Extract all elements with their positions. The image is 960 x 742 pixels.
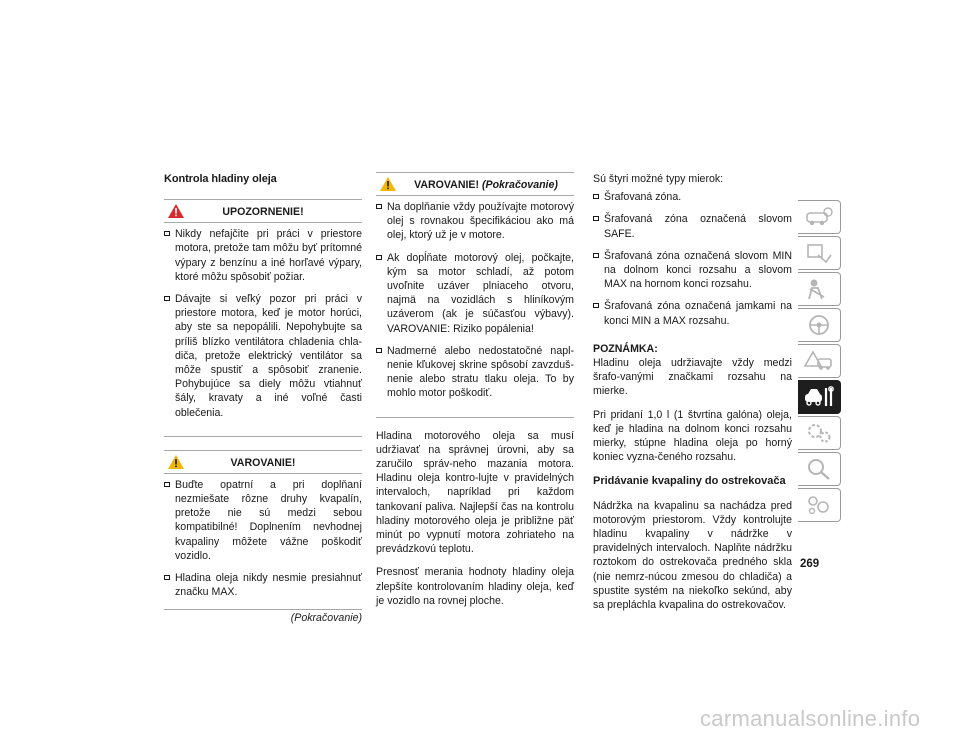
section-title-washer-fluid: Pridávanie kvapaliny do ostrekovača xyxy=(593,475,786,488)
list-item: Nadmerné alebo nedostatočné napl-nenie kľukovej skrine spôsobí zavzduš-nenie alebo stratu tlaku oleja. To by mohlo motor poškodiť. xyxy=(376,344,574,401)
car-info-icon xyxy=(804,205,834,229)
warning-box-header xyxy=(164,200,362,223)
page-number: 269 xyxy=(800,558,820,570)
continued-note: (Pokračovanie) xyxy=(290,612,362,625)
tab-driving[interactable] xyxy=(798,308,841,342)
section-title-oil-level: Kontrola hladiny oleja xyxy=(164,173,277,185)
chapter-tabs xyxy=(798,200,842,524)
list-item: Šrafovaná zóna označená slovom MIN na dolnom konci rozsahu a slovom MAX na hornom konci rozsahu. xyxy=(593,249,792,292)
list-item: Šrafovaná zóna. xyxy=(593,190,792,204)
column-left xyxy=(164,172,362,626)
list-item: Šrafovaná zóna označená jamkami na konci MIN a MAX rozsahu. xyxy=(593,299,792,327)
tab-index[interactable] xyxy=(798,452,841,486)
bullet-square-icon xyxy=(164,575,170,580)
list-item: Nikdy nefajčite pri práci v priestore motora, pretože tam môžu byť prítomné výpary z benzínu a iné horľavé výpary, ktoré môžu spôsobiť požiar. xyxy=(164,227,362,284)
tab-multimedia[interactable] xyxy=(798,488,841,522)
column-middle xyxy=(376,172,574,617)
gears-specs-icon xyxy=(804,421,834,445)
multimedia-icon xyxy=(804,493,834,517)
warning-light-icon xyxy=(804,241,834,265)
car-service-icon xyxy=(804,385,834,409)
note-text: Hladinu oleja udržiavajte vždy medzi šrafo-vanými značkami rozsahu na mierke. xyxy=(593,357,792,398)
bullet-square-icon xyxy=(164,296,170,301)
tab-emergency[interactable] xyxy=(798,344,841,378)
caution-box-continued xyxy=(376,172,574,418)
paragraph: Nádržka na kvapalinu sa nachádza pred motorovým priestorom. Vždy kontrolujte hladinu kvapaliny v nádržke v pravidelných intervaloch. Naplňte nádržku roztokom do ostrekovača predného skla (nie nemrz-núcou zmesou do chladiča) a spustite systém na niekoľko sekúnd, aby sa prepláchla kvapalina do ostrekovačov. xyxy=(593,499,792,612)
bullet-square-icon xyxy=(164,482,170,487)
note-title: POZNÁMKA: xyxy=(593,342,658,355)
list-item: Dávajte si veľký pozor pri práci v priestore motora, keď je motor horúci, aby ste sa nepopálili. Nepohybujte sa príliš blízko ventilátora chladenia chla-diča, pretože elektrický ventilátor sa môže spustiť a spôsobiť zranenie. Pohybujúce sa diely môžu vtiahnuť šály, kravaty a iné voľné časti oblečenia. xyxy=(164,292,362,420)
paragraph: Pri pridaní 1,0 l (1 štvrtina galóna) oleja, keď je hladina na dolnom konci rozsahu mierky, stúpne hladina oleja po horný koniec vyzna-čeného rozsahu. xyxy=(593,408,792,464)
caution-box xyxy=(164,450,362,611)
column-right xyxy=(593,172,792,621)
tab-car-info[interactable] xyxy=(798,200,841,234)
tab-service-maintenance[interactable] xyxy=(798,380,841,414)
caution-box-header xyxy=(376,173,574,196)
bullet-square-icon xyxy=(593,303,599,308)
steering-wheel-icon xyxy=(804,313,834,337)
seatbelt-safety-icon xyxy=(804,277,834,301)
list-item: Na doplňanie vždy používajte motorový olej s rovnakou špecifikáciou ako má olej, ktorý už je v motore. xyxy=(376,200,574,243)
bullet-square-icon xyxy=(164,231,170,236)
list-item: Šrafovaná zóna označená slovom SAFE. xyxy=(593,212,792,240)
tab-technical-specs[interactable] xyxy=(798,416,841,450)
tab-warning-lights[interactable] xyxy=(798,236,841,270)
dipstick-intro: Sú štyri možné typy mierok: xyxy=(593,173,724,185)
list-item: Hladina oleja nikdy nesmie presiahnuť značku MAX. xyxy=(164,571,362,599)
magnifier-index-icon xyxy=(804,457,834,481)
bullet-square-icon xyxy=(376,348,382,353)
paragraph: Presnosť merania hodnoty hladiny oleja zlepšíte kontrolovaním hladiny oleja, keď je vozidlo na rovnej ploche. xyxy=(376,566,574,607)
list-item: Buďte opatrní a pri doplňaní nezmiešate rôzne druhy kvapalín, pretože nie sú medzi sebou kompatibilné! Doplnením nevhodnej kvapaliny môžete vážne poškodiť vozidlo. xyxy=(164,478,362,563)
continued-label: (Pokračovanie) xyxy=(481,179,558,191)
bullet-square-icon xyxy=(593,216,599,221)
caution-box-header xyxy=(164,451,362,474)
bullet-square-icon xyxy=(376,204,382,209)
tab-safety[interactable] xyxy=(798,272,841,306)
caution-box-title: VAROVANIE! xyxy=(230,456,296,469)
roadside-emergency-icon xyxy=(804,349,834,373)
warning-box xyxy=(164,199,362,437)
caution-box-title: VAROVANIE! (Pokračovanie) xyxy=(414,179,558,191)
watermark: carmanualsonline.info xyxy=(700,706,921,731)
bullet-square-icon xyxy=(593,194,599,199)
bullet-square-icon xyxy=(593,253,599,258)
warning-triangle-yellow-icon xyxy=(380,177,396,191)
list-item: Ak dopĺňate motorový olej, počkajte, kým sa motor schladí, až potom uvoľnite uzáver plniaceho otvoru, najmä na vozidlách s hliníkovým uzáverom (ak je súčasťou výbavy). VAROVANIE: Riziko popálenia! xyxy=(376,251,574,336)
warning-box-title: UPOZORNENIE! xyxy=(222,206,304,219)
paragraph: Hladina motorového oleja sa musí udržiavať na správnej úrovni, aby sa zaručilo správ-neho mazania motora. Hladinu oleja kontro-lujte v pravidelných intervaloch, napríklad pri každom tankovaní paliva. Najlepší čas na kontrolu hladiny motorového oleja je približne päť minút po vypnutí motora zohriateho na prevádzkovú teplotu. xyxy=(376,429,574,556)
bullet-square-icon xyxy=(376,255,382,260)
